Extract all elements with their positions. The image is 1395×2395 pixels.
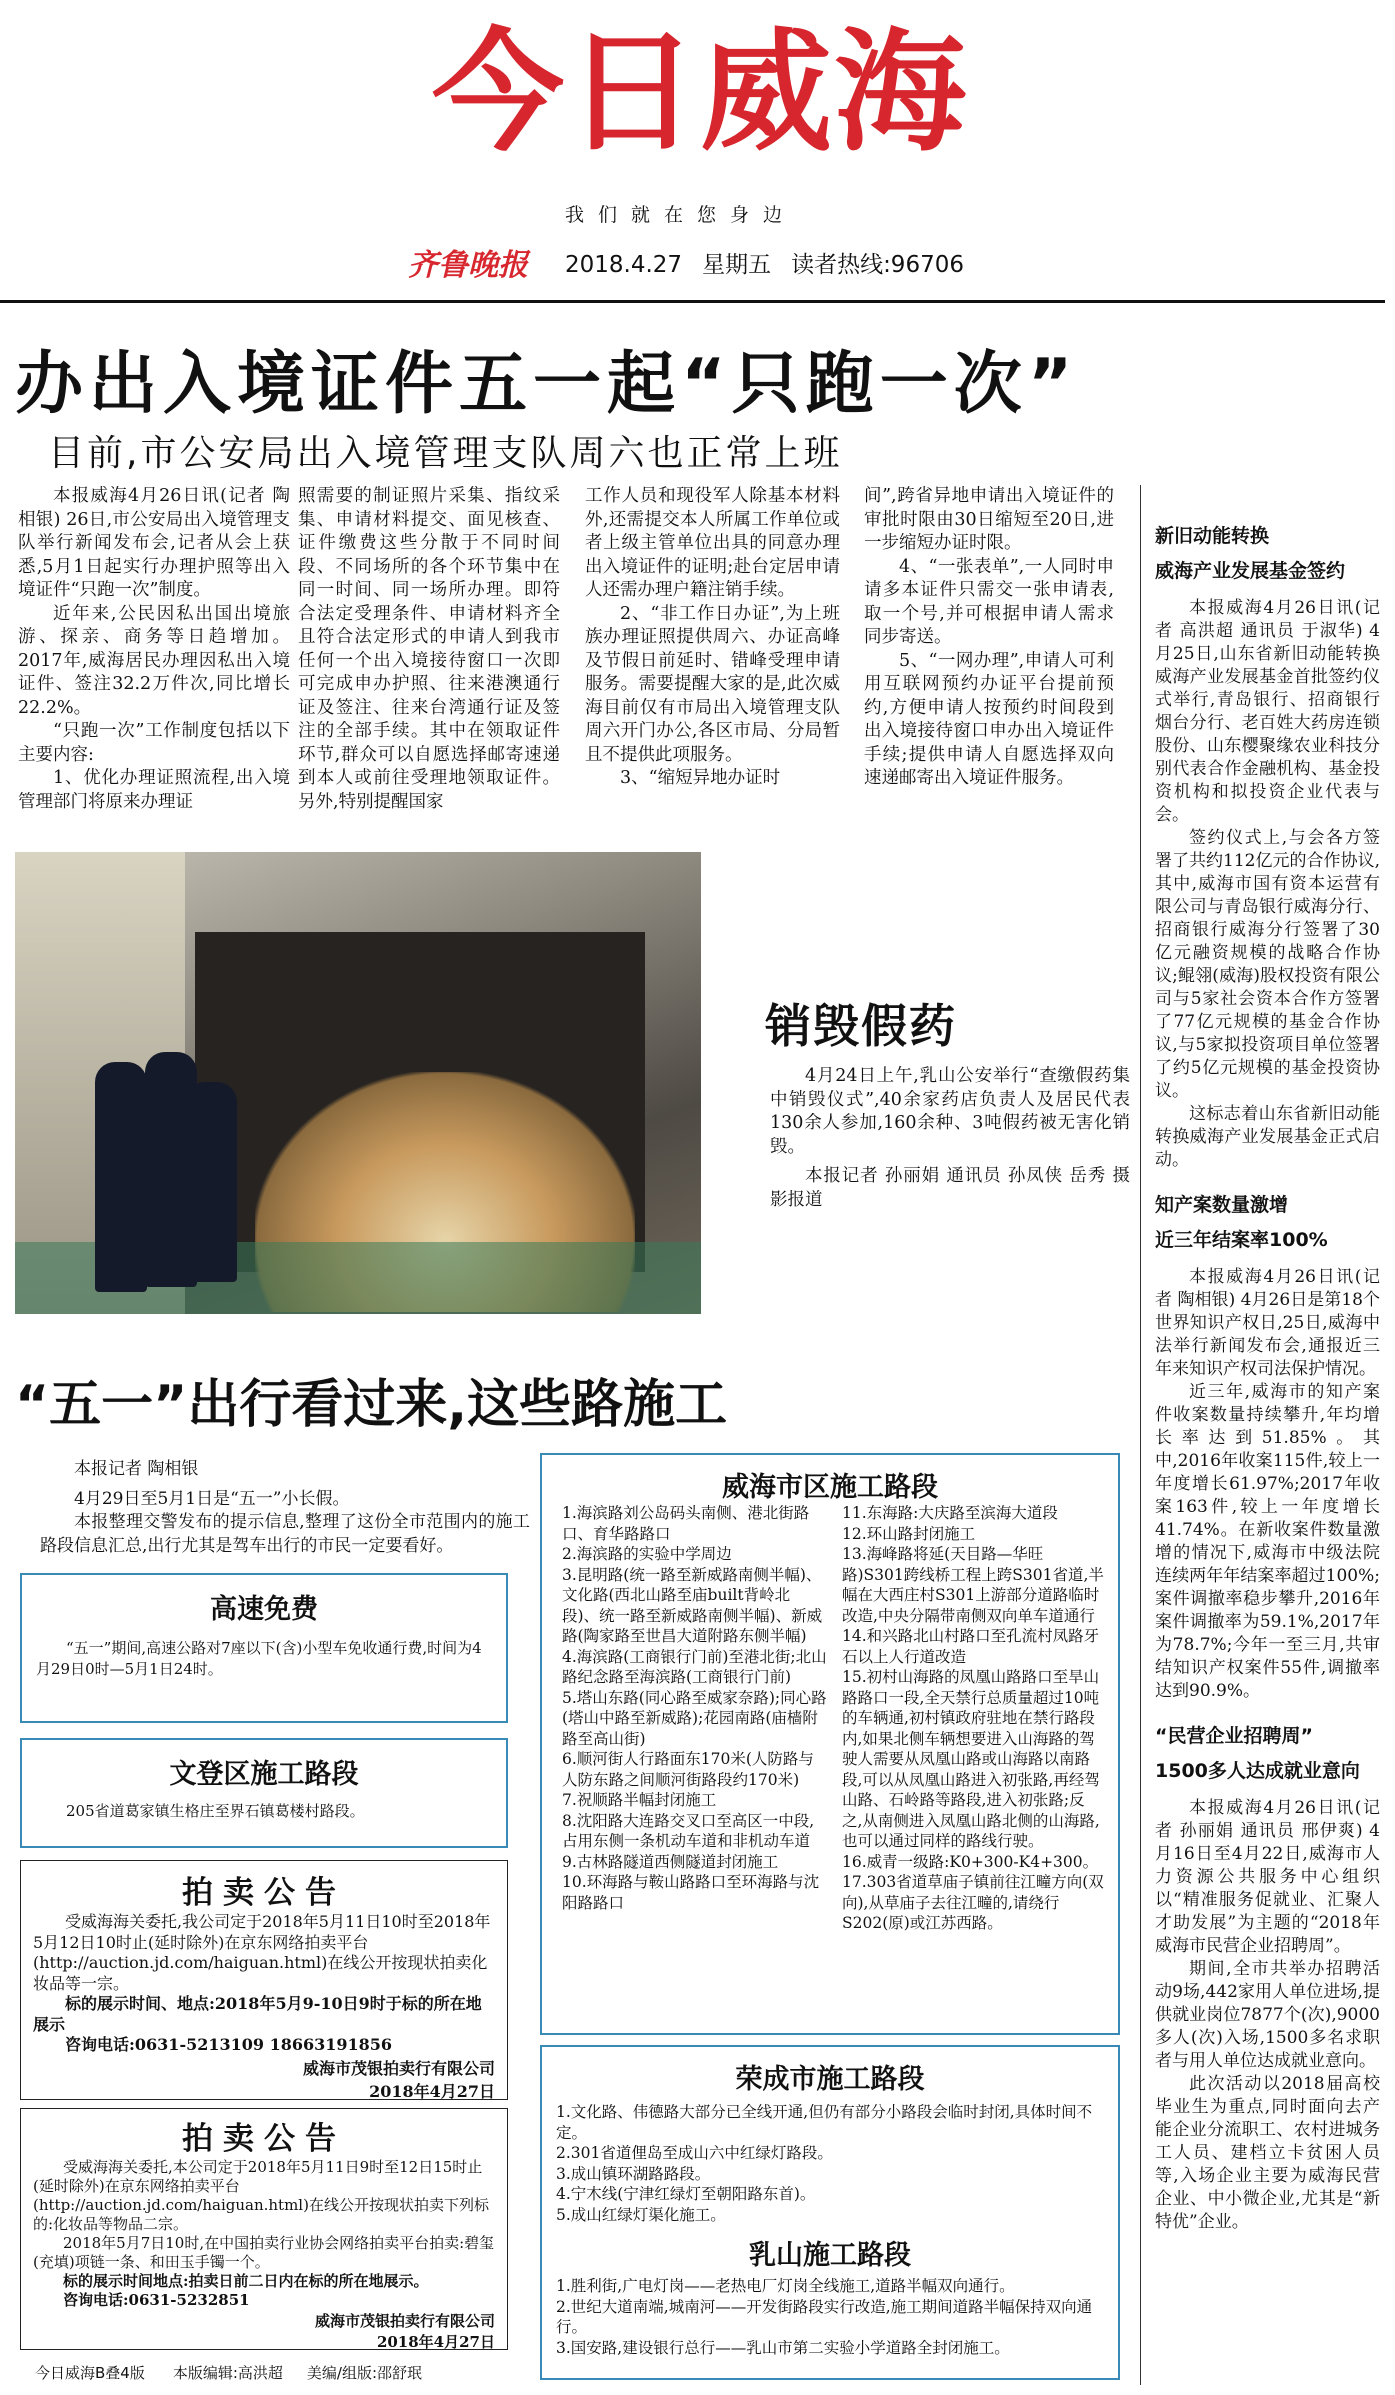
weihai-box bbox=[540, 1453, 1120, 2035]
lead-paragraph: 5、“一网办理”,申请人可利用互联网预约办证平台提前预约,方便申请人按预约时间段到出入境接待窗口申办出入境证件手续;提供申请人自愿选择双向速递邮寄出入境证件服务。 bbox=[864, 650, 1114, 788]
road-item: 13.海峰路将延(天目路—华旺路)S301跨线桥工程上跨S301省道,半幅在大西庄村S301上游部分道路临时改造,中央分隔带南侧双向单车道通行 bbox=[842, 1545, 1104, 1625]
auction-phone: 咨询电话:0631-5213109 18663191856 bbox=[65, 2035, 393, 2054]
photo-caption: 4月24日上午,乳山公安举行“查缴假药集中销毁仪式”,40余家药店负责人及居民代表130余人参加,160余种、3吨假药被无害化销毁。 bbox=[770, 1066, 1130, 1157]
road-item: 16.威青一级路:K0+300-K4+300。 bbox=[842, 1852, 1099, 1871]
wendeng-text: 205省道葛家镇生格庄至界石镇葛楼村路段。 bbox=[66, 1802, 365, 1820]
weihai-list-right bbox=[842, 1503, 1104, 1934]
masthead-title: 今日威海 bbox=[432, 16, 968, 170]
sidebar-paragraph: 本报威海4月26日讯(记者 高洪超 通讯员 于淑华) 4月25日,山东省新旧动能转换威海产业发展基金首批签约仪式举行,青岛银行、招商银行烟台分行、老百姓大药房连锁股份、山东樱聚缘农业科技分别代表合作金融机构、基金投资机构和拟投资企业代表与会。 bbox=[1155, 598, 1380, 825]
auction-text: 受威海海关委托,我公司定于2018年5月11日10时至2018年5月12日10时止(延时除外)在京东网络拍卖平台(http://auction.jd.com/haiguan.html)在线公开按现状拍卖化妆品等一宗。 bbox=[33, 1912, 491, 1993]
sidebar-title: 威海产业发展基金签约 bbox=[1155, 560, 1346, 582]
sidebar-paragraph: 这标志着山东省新旧动能转换威海产业发展基金正式启动。 bbox=[1155, 1104, 1380, 1170]
road-item: 17.303省道草庙子镇前往江疃方向(双向),从草庙子去往江疃的,请绕行S202(原)或江苏西路。 bbox=[842, 1873, 1104, 1932]
sidebar-paragraph: 近三年,威海市的知产案件收案数量持续攀升,年均增长率达到51.85%。其中,2016年收案115件,较上一年度增长61.97%;2017年收案163件,较上一年度增长41.74%。在新收案件数量激增的情况下,威海市中级法院连续两年年结案率超过100%;案件调撤率稳步攀升,2016年案件调撤率为59.1%,2017年为78.7%;今年一至三月,共审结知识产权案件55件,调撤率达到90.9%。 bbox=[1155, 1382, 1380, 1701]
auction-notice-2 bbox=[20, 2108, 508, 2350]
auction-title: 拍卖公告 bbox=[182, 2121, 346, 2157]
issue-date: 2018.4.27 bbox=[565, 252, 683, 278]
rushan-title: 乳山施工路段 bbox=[749, 2240, 911, 2271]
road-item: 4.宁木线(宁津红绿灯至朝阳路东首)。 bbox=[556, 2185, 816, 2203]
masthead-slogan: 我们就在您身边 bbox=[565, 204, 797, 226]
newspaper-brand: 齐鲁晚报 bbox=[408, 248, 528, 283]
travel-headline: “五一”出行看过来,这些路施工 bbox=[15, 1375, 728, 1435]
road-item: 5.成山红绿灯渠化施工。 bbox=[556, 2205, 726, 2224]
sidebar-paragraph: 本报威海4月26日讯(记者 孙丽娟 通讯员 邢伊爽) 4月16日至4月22日,威海市人力资源公共服务中心组织以“精准服务促就业、汇聚人才助发展”为主题的“2018年威海市民营企业招聘周”。 bbox=[1155, 1798, 1380, 1956]
lead-paragraph: 2、“非工作日办证”,为上班族办理证照提供周六、办证高峰及节假日前延时、错峰受理申请服务。需要提醒大家的是,此次威海目前仅有市局出入境管理支队周六开门办公,各区市局、分局暂且不提供此项服务。 bbox=[585, 603, 840, 765]
sidebar-title: 近三年结案率100% bbox=[1155, 1229, 1328, 1251]
lead-column-2 bbox=[298, 485, 560, 814]
lead-paragraph: 照需要的制证照片采集、指纹采集、申请材料提交、面见核查、证件缴费这些分散于不同时间段、不同场所的各个环节集中在同一时间、同一场所办理。即符合法定受理条件、申请材料齐全且符合法定形式的申请人到我市任何一个出入境接待窗口一次即可完成申办护照、往来港澳通行证及签注、往来台湾通行证及签注的全部手续。其中在领取证件环节,群众可以自愿选择邮寄速递到本人或前往受理地领取证件。另外,特别提醒国家 bbox=[298, 486, 560, 812]
auction-company: 威海市茂银拍卖行有限公司 bbox=[314, 2312, 495, 2330]
page-footer bbox=[35, 2362, 422, 2383]
road-item: 2.301省道俚岛至成山六中红绿灯路段。 bbox=[556, 2144, 833, 2162]
travel-paragraph: 本报整理交警发布的提示信息,整理了这份全市范围内的施工路段信息汇总,出行尤其是驾车出行的市民一定要看好。 bbox=[40, 1512, 530, 1556]
road-item: 3.国安路,建设银行总行——乳山市第二实验小学道路全封闭施工。 bbox=[556, 2338, 1010, 2357]
road-item: 4.海滨路(工商银行门前)至港北街;北山路纪念路至海滨路(工商银行门前) bbox=[562, 1647, 827, 1686]
road-item: 2.世纪大道南端,城南河——开发街路段实行改造,施工期间道路半幅保持双向通行。 bbox=[556, 2297, 1093, 2336]
lead-paragraph: 本报威海4月26日讯(记者 陶相银) 26日,市公安局出入境管理支队举行新闻发布会,记者从会上获悉,5月1日起实行办理护照等出入境证件“只跑一次”制度。 bbox=[18, 486, 290, 600]
lead-paragraph: 1、优化办理证照流程,出入境管理部门将原来办理证 bbox=[18, 768, 290, 812]
auction-date: 2018年4月27日 bbox=[376, 2333, 495, 2351]
road-item: 7.祝顺路半幅封闭施工 bbox=[562, 1791, 717, 1809]
lead-column-4 bbox=[864, 485, 1114, 791]
rongcheng-title: 荣成市施工路段 bbox=[735, 2064, 925, 2095]
highway-box bbox=[20, 1573, 508, 1723]
wendeng-box bbox=[20, 1738, 508, 1848]
auction-show: 标的展示时间地点:拍卖日前二日内在标的所在地展示。 bbox=[63, 2272, 429, 2290]
road-item: 11.东海路:大庆路至滨海大道段 bbox=[842, 1504, 1058, 1522]
issue-weekday: 星期五 bbox=[702, 252, 772, 278]
weihai-title: 威海市区施工路段 bbox=[722, 1472, 938, 1503]
sidebar-paragraph: 此次活动以2018届高校毕业生为重点,同时面向去产能企业分流职工、农村进城务工人员、建档立卡贫困人员等,入场企业主要为威海民营企业、中小微企业,尤其是“新特优”企业。 bbox=[1155, 2074, 1380, 2232]
sidebar-kicker: 新旧动能转换 bbox=[1155, 525, 1270, 547]
road-item: 14.和兴路北山村路口至孔流村凤路牙石以上人行道改造 bbox=[842, 1627, 1100, 1666]
road-item: 6.顺河街人行路面东170米(人防路与人防东路之间顺河街路段约170米) bbox=[562, 1750, 814, 1789]
photo-credit: 本报记者 孙丽娟 通讯员 孙凤侠 岳秀 摄影报道 bbox=[770, 1166, 1130, 1210]
highway-title: 高速免费 bbox=[210, 1594, 318, 1625]
lead-paragraph: 3、“缩短异地办证时 bbox=[620, 768, 781, 788]
travel-intro bbox=[40, 1458, 530, 1558]
dateline bbox=[565, 246, 984, 279]
auction-text: 受威海海关委托,本公司定于2018年5月11日9时至12日15时止(延时除外)在京东网络拍卖平台(http://auction.jd.com/haiguan.html)在线公开按现状拍卖下列标的:化妆品等物品二宗。 bbox=[33, 2158, 489, 2233]
travel-byline: 本报记者 陶相银 bbox=[74, 1459, 199, 1479]
lead-paragraph: 间”,跨省异地申请出入境证件的审批时限由30日缩短至20日,进一步缩短办证时限。 bbox=[864, 486, 1114, 553]
auction-company: 威海市茂银拍卖行有限公司 bbox=[302, 2058, 495, 2078]
road-item: 1.文化路、伟德路大部分已全线开通,但仍有部分小路段会临时封闭,具体时间不定。 bbox=[556, 2103, 1093, 2142]
road-item: 2.海滨路的实验中学周边 bbox=[562, 1545, 732, 1563]
footer-design: 美编/组版:邵舒珉 bbox=[306, 2364, 423, 2382]
weihai-list-left bbox=[562, 1503, 827, 1913]
sidebar-paragraph: 期间,全市共举办招聘活动9场,442家用人单位进场,提供就业岗位7877个(次),9000多人(次)入场,1500多名求职者与用人单位达成就业意向。 bbox=[1155, 1959, 1380, 2071]
column-divider bbox=[1140, 485, 1141, 2385]
road-item: 3.昆明路(统一路至新威路南侧半幅)、文化路(西北山路至庙built背岭北段)、统一路至新威路南侧半幅)、新威路(陶家路至世昌大道附路东侧半幅) bbox=[562, 1565, 823, 1645]
lead-column-3 bbox=[585, 485, 840, 791]
lead-column-1 bbox=[18, 485, 290, 814]
highway-text: “五一”期间,高速公路对7座以下(含)小型车免收通行费,时间为4月29日0时—5月1日24时。 bbox=[36, 1639, 482, 1678]
auction-title: 拍卖公告 bbox=[182, 1875, 346, 1911]
destruction-photo bbox=[15, 852, 701, 1314]
road-item: 5.塔山东路(同心路至威家奈路);同心路(塔山中路至新威路);花园南路(庙樯附路至高山街) bbox=[562, 1688, 827, 1748]
road-item: 1.胜利街,广电灯岗——老热电厂灯岗全线施工,道路半幅双向通行。 bbox=[556, 2277, 1015, 2295]
rongcheng-list bbox=[556, 2102, 1104, 2225]
wendeng-title: 文登区施工路段 bbox=[169, 1759, 359, 1790]
sidebar-kicker: 知产案数量激增 bbox=[1155, 1194, 1289, 1216]
sidebar-paragraph: 签约仪式上,与会各方签署了共约112亿元的合作协议,其中,威海市国有资本运营有限公司与青岛银行威海分行、招商银行威海分行签署了30亿元融资规模的战略合作协议;鲲翎(威海)股权投资有限公司与5家社会资本合作方签署了77亿元规模的基金合作协议,与5家拟投资项目单位签署了约5亿元规模的基金投资协议。 bbox=[1155, 828, 1380, 1101]
photo-story-title: 销毁假药 bbox=[765, 999, 957, 1053]
road-item: 10.环海路与鞍山路路口至环海路与沈阳路路口 bbox=[562, 1873, 820, 1912]
road-item: 3.成山镇环湖路路段。 bbox=[556, 2164, 711, 2183]
masthead-rule bbox=[0, 300, 1385, 303]
reader-hotline: 读者热线:96706 bbox=[791, 252, 964, 278]
auction-phone: 咨询电话:0631-5232851 bbox=[63, 2291, 250, 2309]
auction-date: 2018年4月27日 bbox=[369, 2081, 495, 2101]
road-item: 8.沈阳路大连路交叉口至高区一中段,占用东侧一条机动车道和非机动车道 bbox=[562, 1811, 815, 1850]
rushan-list bbox=[556, 2276, 1104, 2358]
sidebar-column bbox=[1155, 525, 1380, 2234]
lead-paragraph: “只跑一次”工作制度包括以下主要内容: bbox=[18, 721, 290, 765]
footer-editor: 本版编辑:高洪超 bbox=[172, 2364, 283, 2382]
travel-paragraph: 4月29日至5月1日是“五一”小长假。 bbox=[74, 1488, 350, 1509]
auction-show: 标的展示时间、地点:2018年5月9-10日9时于标的所在地展示 bbox=[33, 1994, 482, 2034]
lead-paragraph: 工作人员和现役军人除基本材料外,还需提交本人所属工作单位或者上级主管单位出具的同意办理出入境证件的证明;赴台定居申请人还需办理户籍注销手续。 bbox=[585, 486, 840, 600]
lead-paragraph: 近年来,公民因私出国出境旅游、探亲、商务等日趋增加。2017年,威海居民办理因私出入境证件、签注32.2万件次,同比增长22.2%。 bbox=[18, 603, 290, 718]
sidebar-kicker: “民营企业招聘周” bbox=[1155, 1725, 1313, 1747]
rongcheng-rushan-box bbox=[540, 2045, 1120, 2380]
lead-headline: 办出入境证件五一起“只跑一次” bbox=[15, 345, 1079, 424]
sidebar-paragraph: 本报威海4月26日讯(记者 陶相银) 4月26日是第18个世界知识产权日,25日,威海中法举行新闻发布会,通报近三年来知识产权司法保护情况。 bbox=[1155, 1267, 1380, 1379]
road-item: 12.环山路封闭施工 bbox=[842, 1524, 976, 1543]
road-item: 15.初村山海路的凤凰山路路口至旱山路路口一段,全天禁行总质量超过10吨的车辆通,初村镇政府驻地在禁行路段内,如果北侧车辆想要进入山海路的驾驶人需要从凤凰山路或山海路以南路段,可以从凤凰山路进入初张路,再经驾山路、石岭路等路段,进入初张路;反之,从南侧进入凤凰山路北侧的山海路,也可以通过同样的路线行驶。 bbox=[842, 1668, 1100, 1850]
footer-page: 今日威海B叠4版 bbox=[35, 2364, 145, 2382]
lead-paragraph: 4、“一张表单”,一人同时申请多本证件只需交一张申请表,取一个号,并可根据申请人需求同步寄送。 bbox=[864, 556, 1114, 647]
auction-notice-1 bbox=[20, 1860, 508, 2100]
lead-subhead: 目前,市公安局出入境管理支队周六也正常上班 bbox=[48, 433, 843, 474]
road-item: 9.古林路隧道西侧隧道封闭施工 bbox=[562, 1852, 779, 1871]
auction-text-2: 2018年5月7日10时,在中国拍卖行业协会网络拍卖平台拍卖:碧玺(充填)项链一条、和田玉手镯一个。 bbox=[33, 2234, 495, 2271]
road-item: 1.海滨路刘公岛码头南侧、港北街路口、育华路路口 bbox=[562, 1504, 810, 1543]
sidebar-title: 1500多人达成就业意向 bbox=[1155, 1760, 1360, 1782]
